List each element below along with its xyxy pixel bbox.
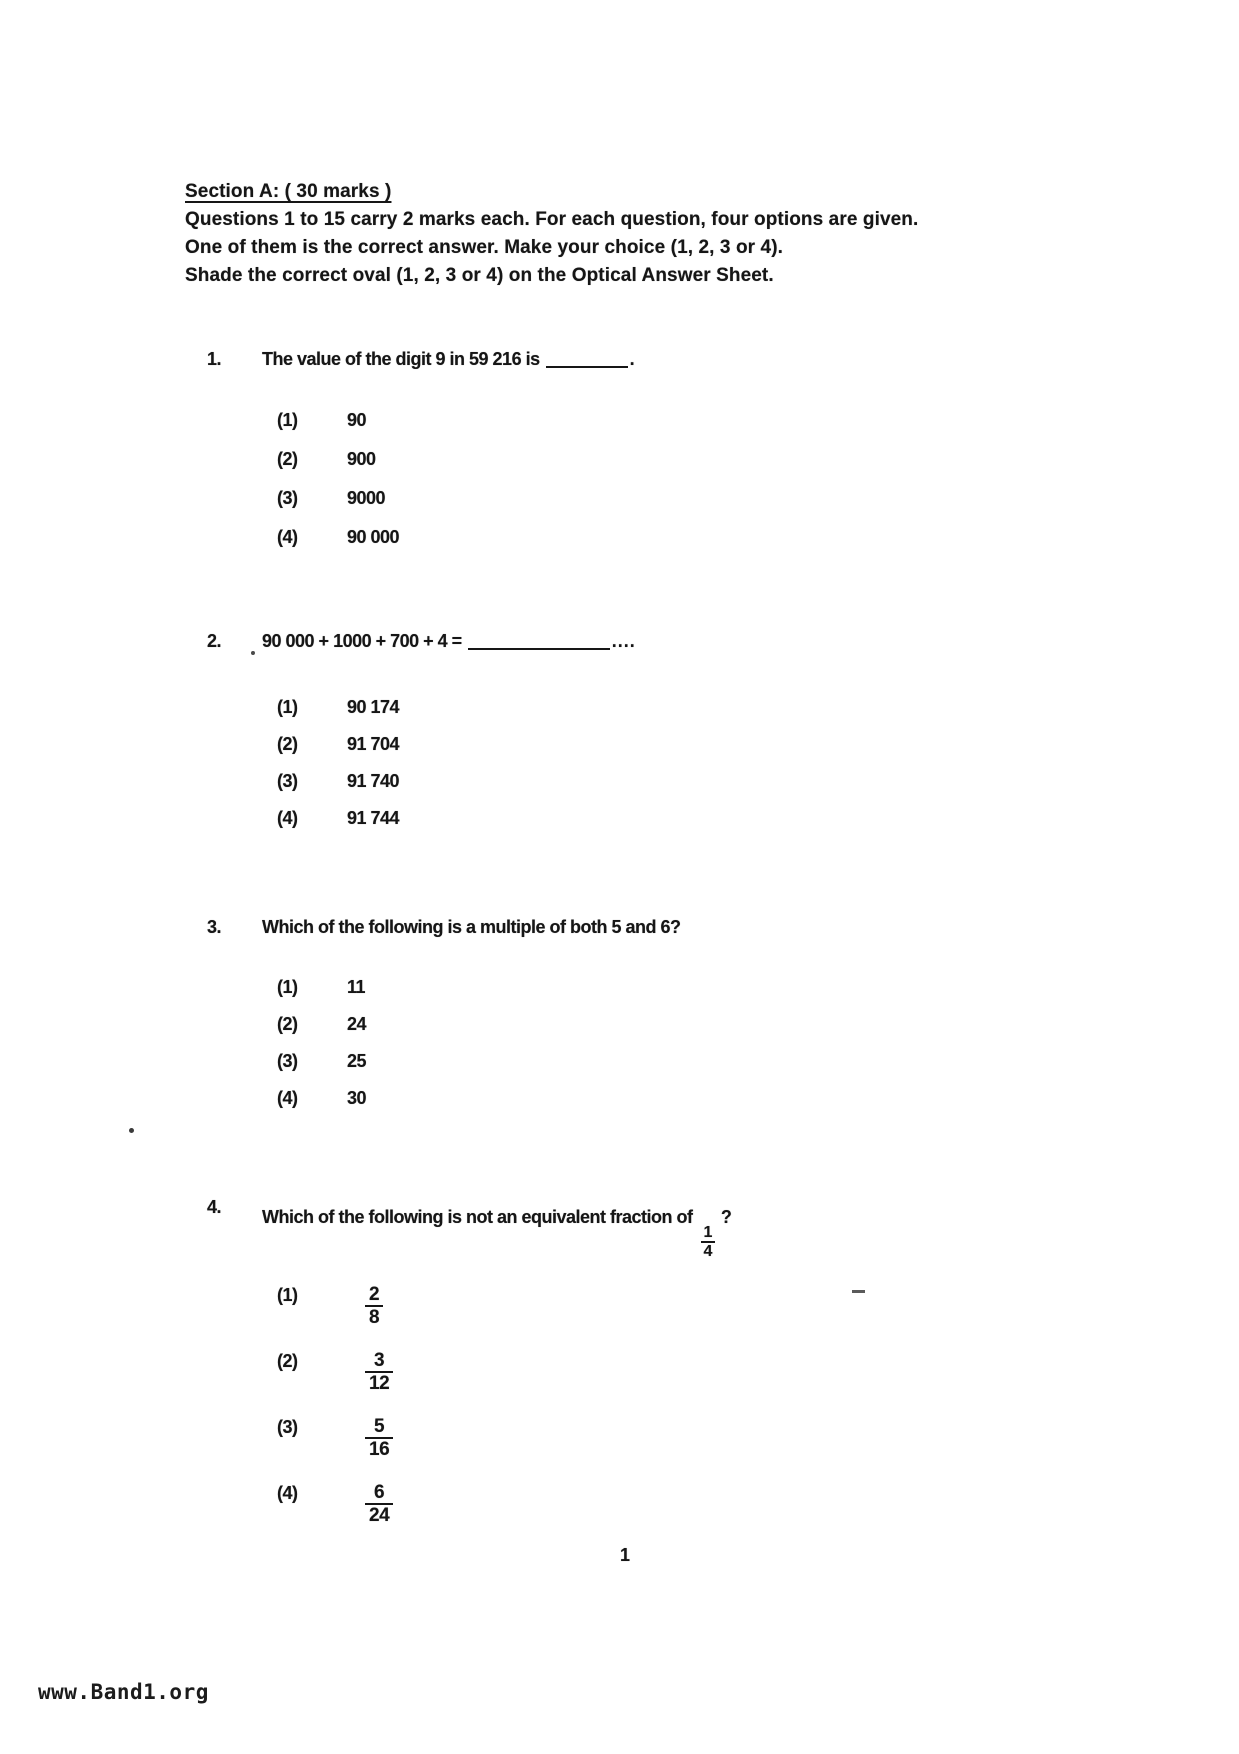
option-label: (2) <box>277 734 298 754</box>
option-row <box>277 527 399 566</box>
option-value: 900 <box>347 449 376 469</box>
fraction-value: $\frac{5}{16}$ <box>365 1417 393 1460</box>
question-number: 1. <box>207 349 222 369</box>
option-row <box>277 1014 366 1051</box>
instruction-line: One of them is the correct answer. Make your choice (1, 2, 3 or 4). <box>185 237 784 258</box>
answer-blank-line <box>546 350 628 368</box>
options-list <box>277 1285 393 1549</box>
page-number: 1 <box>620 1545 631 1565</box>
question-1 <box>207 348 1157 547</box>
question-number: 4. <box>207 1197 222 1217</box>
option-row <box>277 1483 393 1549</box>
options-list <box>277 977 366 1125</box>
option-label: (2) <box>277 1351 298 1371</box>
option-row <box>277 1051 366 1088</box>
option-row <box>277 1417 393 1483</box>
option-label: (1) <box>277 1285 298 1305</box>
option-value: 11 <box>347 977 366 997</box>
option-label: (3) <box>277 1051 298 1071</box>
instruction-line: Questions 1 to 15 carry 2 marks each. For each question, four options are given. <box>185 209 919 230</box>
fraction-value: $\frac{6}{24}$ <box>365 1483 393 1526</box>
question-2 <box>207 630 1157 828</box>
answer-blank-line <box>468 632 610 650</box>
fraction-value: $\frac{2}{8}$ <box>365 1285 383 1328</box>
option-value: 91 704 <box>347 734 400 754</box>
option-label: (1) <box>277 410 298 430</box>
section-header <box>185 178 1085 290</box>
option-row <box>277 449 399 488</box>
option-label: (3) <box>277 1417 298 1437</box>
option-label: (1) <box>277 977 298 997</box>
fraction-value: $\frac{3}{12}$ <box>365 1351 393 1394</box>
option-row <box>277 1351 393 1417</box>
instruction-line: Shade the correct oval (1, 2, 3 or 4) on the Optical Answer Sheet. <box>185 265 774 286</box>
question-stem: Which of the following is a multiple of both 5 and 6? <box>262 917 681 937</box>
option-label: (3) <box>277 488 298 508</box>
option-label: (4) <box>277 1088 298 1108</box>
options-list <box>277 410 399 566</box>
question-number: 2. <box>207 631 222 651</box>
option-label: (2) <box>277 449 298 469</box>
inline-fraction: $\frac{1}{4}$ <box>700 1224 716 1260</box>
option-value: 24 <box>347 1014 367 1034</box>
question-4 <box>207 1196 1157 1526</box>
scan-speck-dot <box>251 651 255 655</box>
watermark-url: www.Band1.org <box>38 1680 209 1704</box>
option-row <box>277 488 399 527</box>
option-value: 91 744 <box>347 808 400 828</box>
option-row <box>277 1088 366 1125</box>
option-label: (4) <box>277 527 298 547</box>
option-value: 90 000 <box>347 527 400 547</box>
question-number: 3. <box>207 917 222 937</box>
section-title: Section A: ( 30 marks ) <box>185 181 392 202</box>
option-label: (4) <box>277 808 298 828</box>
option-value: 90 <box>347 410 367 430</box>
option-value: 90 174 <box>347 697 400 717</box>
question-3 <box>207 916 1157 1108</box>
option-row <box>277 697 399 734</box>
option-label: (4) <box>277 1483 298 1503</box>
question-stem: The value of the digit 9 in 59 216 is . <box>262 349 635 369</box>
options-list <box>277 697 399 845</box>
scan-speck-dash <box>852 1290 865 1293</box>
question-stem: Which of the following is not an equivalent fraction of $\frac{1}{4}$ ? <box>262 1207 732 1260</box>
option-value: 30 <box>347 1088 367 1108</box>
option-row <box>277 977 366 1014</box>
option-value: 25 <box>347 1051 367 1071</box>
option-row <box>277 808 399 845</box>
option-label: (1) <box>277 697 298 717</box>
option-value: 9000 <box>347 488 386 508</box>
option-label: (2) <box>277 1014 298 1034</box>
option-value: 91 740 <box>347 771 400 791</box>
option-label: (3) <box>277 771 298 791</box>
question-stem: 90 000 + 1000 + 700 + 4 = .... <box>262 631 636 651</box>
scan-speck-dot <box>129 1128 134 1133</box>
option-row <box>277 771 399 808</box>
option-row <box>277 1285 393 1351</box>
option-row <box>277 410 399 449</box>
option-row <box>277 734 399 771</box>
